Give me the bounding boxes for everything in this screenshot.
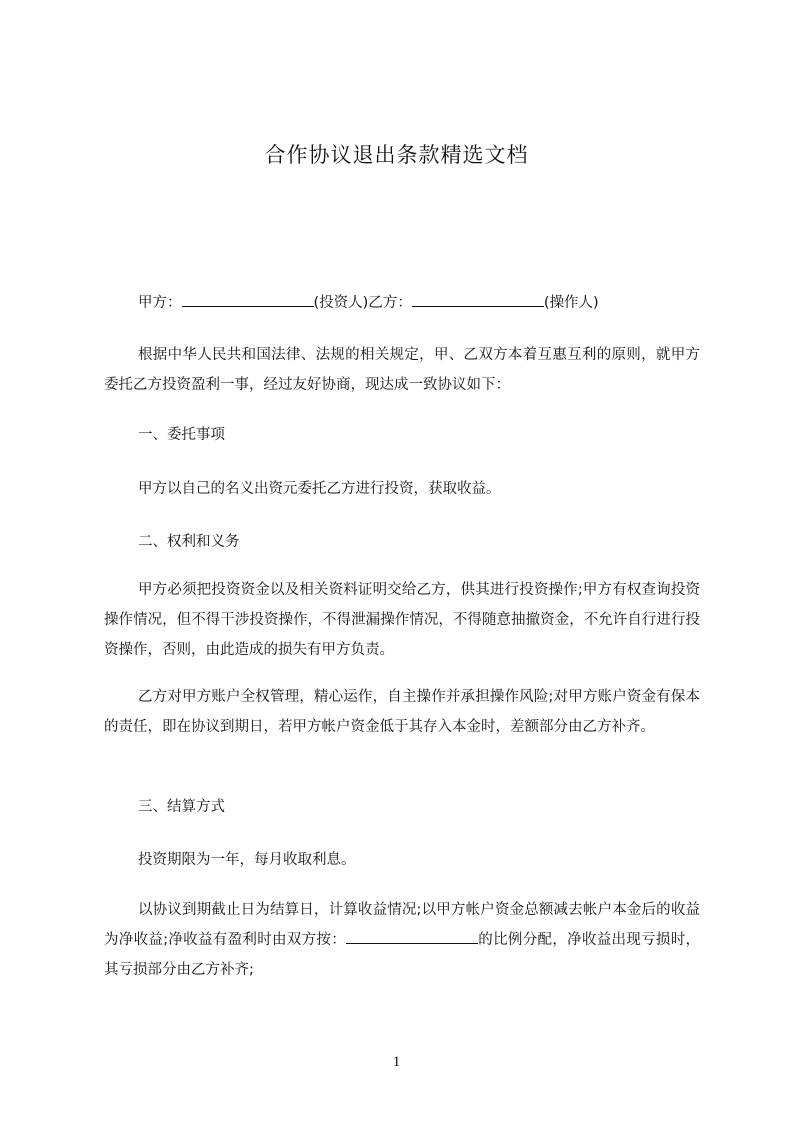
party-b-role: (操作人) (543, 295, 599, 311)
document-title: 合作协议退出条款精选文档 (264, 143, 529, 167)
section3-paragraph-2 (104, 895, 700, 985)
section1-heading: 一、委托事项 (138, 427, 225, 443)
party-a-role: (投资人) (313, 295, 369, 311)
section3-heading: 三、结算方式 (138, 799, 225, 815)
party-a-blank (182, 291, 314, 307)
section2-paragraph-1: 甲方必须把投资资金以及相关资料证明交给乙方，供其进行投资操作;甲方有权查询投资操作情况，但不得干涉投资操作，不得泄漏操作情况，不得随意抽撤资金，不允许自行进行投资操作，否则，由此造成的损失有甲方负责。 (104, 582, 700, 658)
section3-para2-before: 以协议到期截止日为结算日，计算收益情况;以甲方帐户资金总额减去帐户本金后的收益为净收益;净收益有盈利时由双方按： (104, 902, 700, 948)
preamble-paragraph: 根据中华人民共和国法律、法规的相关规定，甲、乙双方本着互惠互利的原则，就甲方委托乙方投资盈利一事，经过友好协商，现达成一致协议如下： (104, 347, 700, 393)
party-b-blank (412, 291, 544, 307)
section2-heading: 二、权利和义务 (138, 534, 240, 550)
section3-para2-after: 的比例分配，净收益出现亏损时，其亏损部分由乙方补齐; (104, 932, 701, 978)
party-b-label: 乙方： (368, 295, 412, 311)
party-a-label: 甲方： (138, 295, 182, 311)
section3-paragraph-1: 投资期限为一年，每月收取利息。 (138, 852, 356, 868)
ratio-blank (346, 928, 478, 944)
parties-line (138, 291, 599, 313)
section2-paragraph-2: 乙方对甲方账户全权管理，精心运作，自主操作并承担操作风险;对甲方账户资金有保本的责任，即在协议到期日，若甲方帐户资金低于其存入本金时，差额部分由乙方补齐。 (104, 689, 700, 735)
page-number: 1 (392, 1054, 401, 1070)
section1-text: 甲方以自己的名义出资元委托乙方进行投资，获取收益。 (138, 481, 501, 497)
